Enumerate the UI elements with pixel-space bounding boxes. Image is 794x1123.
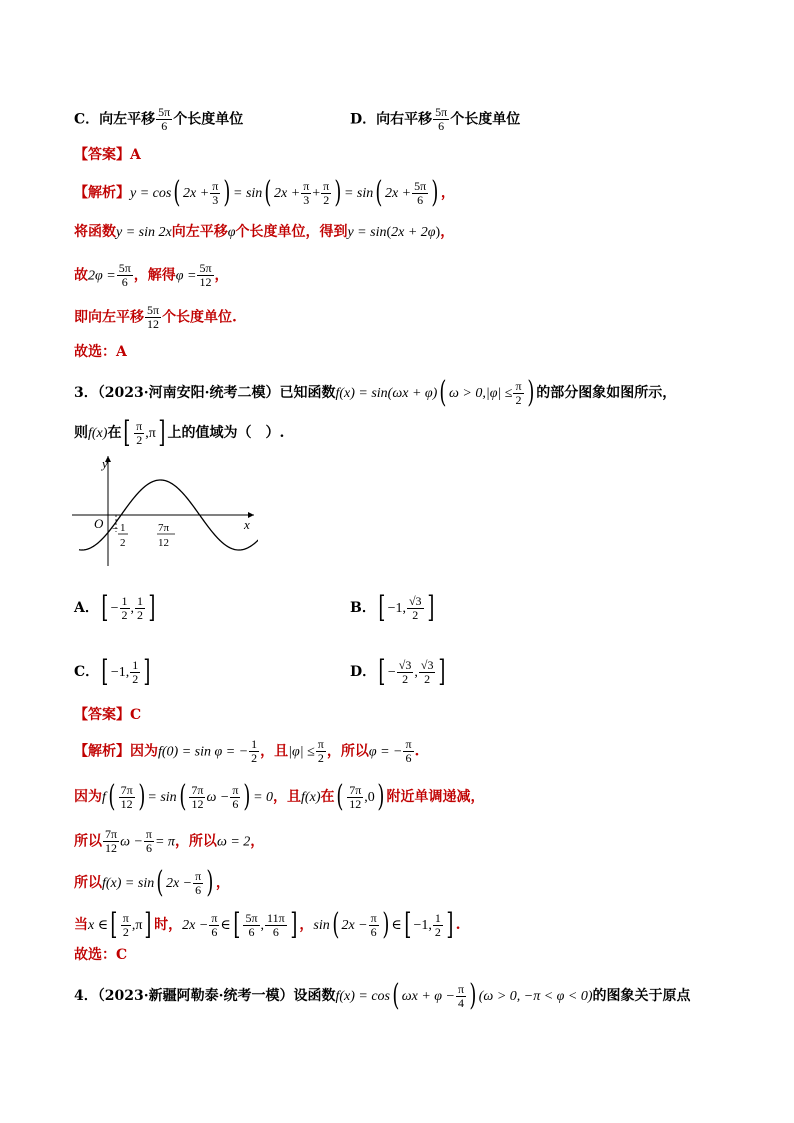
tick1-num: 1 — [120, 522, 126, 534]
origin-label: O — [94, 516, 104, 531]
q3-stem-line-2: 则f(x)在[ $\frac{\pi}{2}$ ,π] 上的值域为（ ）. — [74, 415, 285, 450]
q3-option-a: A．[ − $\frac{1}{2}$ , $\frac{1}{2}$ ] — [74, 590, 156, 625]
q3-option-b: B．[ −1, $\frac{√3}{2}$ ] — [350, 590, 434, 625]
q3-stem-line-1: 3．（2023·河南安阳·统考二模）已知函数f(x) = sin(ωx + φ)( ω > 0,|φ| ≤ $\frac{\pi}{2}$ ) 的部分图象如图所示， — [74, 375, 677, 410]
q3-solution-line-5: 当x ∈[ $\frac{\pi}{2}$ ,π] 时，2x − $\frac{\pi}{6}$ ∈[ $\frac{5\pi}{6}$ , $\frac{11\pi}{6}$ ] ，sin( 2x − $\frac{\pi}{6}$ ) ∈[ −1, $\frac{1}{2}$ ] . — [74, 907, 461, 942]
y-label: y — [102, 456, 108, 471]
q2-option-d: D．向右平移 $\frac{5\pi}{6}$ 个长度单位 — [350, 105, 521, 133]
q3-solution-line-4: 所以f(x) = sin( 2x − $\frac{\pi}{6}$ ) ， — [74, 865, 230, 900]
q4-stem: 4．（2023·新疆阿勒泰·统考一模）设函数f(x) = cos( ωx + φ − $\frac{\pi}{4}$ ) (ω > 0, −π < φ < 0)的图象关于原点 — [74, 978, 691, 1013]
tick1-den: 2 — [120, 537, 126, 549]
q3-solution-line-1: 【解析】因为f(0) = sin φ = − $\frac{1}{2}$ ，且|φ| ≤ $\frac{\pi}{2}$ ，所以φ = − $\frac{\pi}{6}$ . — [74, 737, 420, 765]
tick2-den: 12 — [158, 537, 169, 549]
q2-option-c: C．向左平移 $\frac{5\pi}{6}$ 个长度单位 — [74, 105, 244, 133]
q2-solution-line-3: 故2φ = $\frac{5\pi}{6}$ ，解得φ = $\frac{5\pi}{12}$ ， — [74, 261, 229, 289]
q3-solution-line-3: 所以 $\frac{7\pi}{12}$ ω − $\frac{\pi}{6}$ = π，所以ω = 2， — [74, 827, 265, 855]
q3-graph — [68, 452, 258, 576]
q2-solution-line-2: 将函数y = sin 2x向左平移φ个长度单位，得到y = sin(2x + 2φ)， — [74, 224, 455, 240]
q3-graph-svg — [68, 452, 258, 572]
q2-conclusion: 故选：A — [74, 344, 127, 360]
q2-solution-line-1: 【解析】y = cos( 2x + $\frac{\pi}{3}$ ) = sin( 2x + $\frac{\pi}{3}$ + $\frac{\pi}{2}$ ) = sin( 2x + $\frac{5\pi}{6}$ ) ， — [74, 175, 455, 210]
x-label: x — [244, 517, 250, 532]
q3-solution-line-2: 因为f( $\frac{7\pi}{12}$ ) = sin( $\frac{7\pi}{12}$ ω − $\frac{\pi}{6}$ ) = 0，且f(x)在( $\frac{7\pi}{12}$ ,0) 附近单调递减， — [74, 779, 485, 814]
q2-solution-line-4: 即向左平移 $\frac{5\pi}{12}$ 个长度单位. — [74, 303, 237, 331]
q2-answer: 【答案】A — [74, 147, 141, 163]
q3-answer: 【答案】C — [74, 707, 142, 723]
q3-option-d: D．[ − $\frac{√3}{2}$ , $\frac{√3}{2}$ ] — [350, 654, 446, 689]
q3-option-c: C．[ −1, $\frac{1}{2}$ ] — [74, 654, 151, 689]
tick2-num: 7π — [158, 522, 170, 534]
q3-conclusion: 故选：C — [74, 947, 128, 963]
tick1-sign: − — [112, 523, 119, 535]
